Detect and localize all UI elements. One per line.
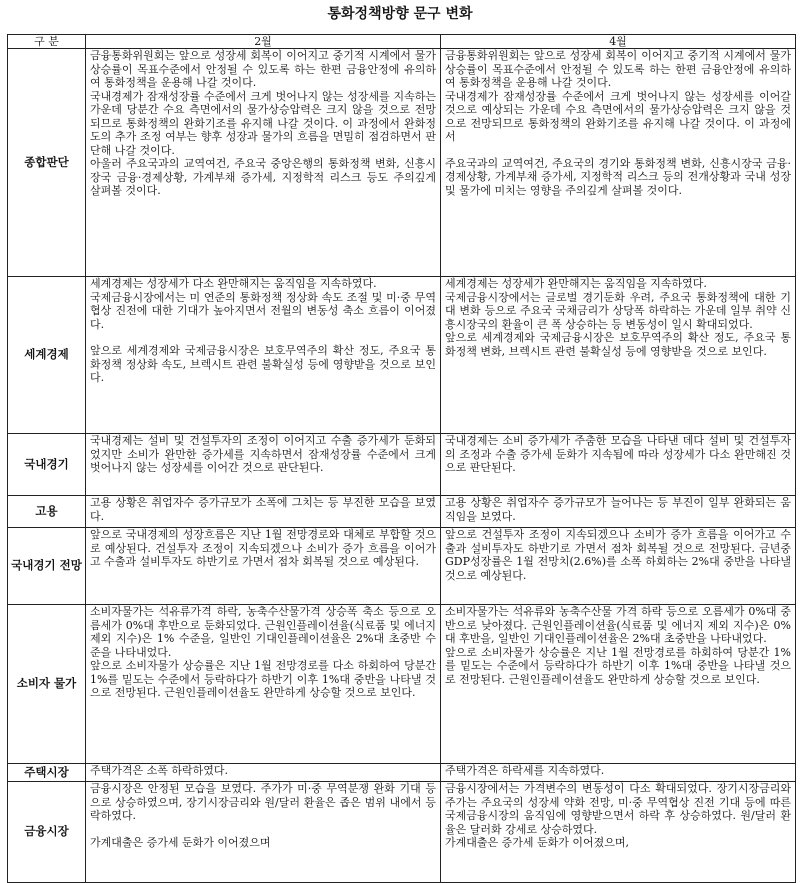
header-category: 구 분 <box>8 35 86 49</box>
row-category: 종합판단 <box>8 49 86 277</box>
row-category: 주택시장 <box>8 764 86 782</box>
cell-april <box>441 782 796 883</box>
paragraph: 앞으로 소비자물가 상승률은 지난 1월 전망경로를 다소 하회하여 당분간 1%를 밑도는 수준에서 등락하다가 하반기 이후 1%대 중반을 나타낼 것으로 전망된다. 근원인플레이션율도 완만하게 상승할 것으로 보인다. <box>90 659 436 699</box>
table-row <box>8 528 796 605</box>
cell-april <box>441 49 796 277</box>
header-april: 4월 <box>441 35 796 49</box>
cell-february <box>86 496 441 528</box>
table-header-row <box>8 35 796 49</box>
comparison-table <box>7 34 796 883</box>
paragraph: 국제금융시장에서는 미 연준의 통화정책 정상화 속도 조절 및 미·중 무역협상 진전에 대한 기대가 높아지면서 전월의 변동성 축소 흐름이 이어졌다. <box>90 290 436 331</box>
cell-february <box>86 528 441 605</box>
paragraph: 주택가격은 소폭 하락하였다. <box>90 764 229 777</box>
paragraph: 아울러 주요국과의 교역여건, 주요국 중앙은행의 통화정책 변화, 신흥시장국 금융·경제상황, 가계부채 증가세, 지정학적 리스크 등도 주의깊게 살펴볼 것이다. <box>90 157 436 197</box>
cell-february <box>86 764 441 782</box>
paragraph: 국내경제가 잠재성장률 수준에서 크게 벗어나지 않는 성장세를 지속하는 가운데 당분간 수요 측면에서의 물가상승압력은 크지 않을 것으로 전망되므로 통화정책의 완화기조를 유지해 나갈 것이다. 이 과정에서 완화정도의 추가 조정 여부는 향후 성장과 물가의 흐름을 면밀히 점검하면서 판단해 나갈 것이다. <box>90 89 436 157</box>
header-february: 2월 <box>86 35 441 49</box>
paragraph: 고용 상황은 취업자수 증가규모가 늘어나는 등 부진이 일부 완화되는 움직임을 보였다. <box>445 496 791 523</box>
paragraph: 소비자물가는 석유류와 농축수산물 가격 하락 등으로 오름세가 0%대 중반으로 낮아졌다. 근원인플레이션율(식료품 및 에너지 제외 지수)은 0%대 후반을, 일반인 기대인플레이션율은 2%대 초중반을 나타내었다. <box>445 605 791 645</box>
cell-april <box>441 496 796 528</box>
paragraph: 세계경제는 성장세가 다소 완만해지는 움직임을 지속하였다. <box>90 277 377 290</box>
row-category: 고용 <box>8 496 86 528</box>
paragraph: 앞으로 세계경제와 국제금융시장은 보호무역주의 확산 정도, 주요국 통화정책 정상화 속도, 브렉시트 관련 불확실성 등에 영향받을 것으로 보인다. <box>90 344 436 384</box>
table-row <box>8 49 796 277</box>
paragraph: 국제금융시장에서는 글로벌 경기둔화 우려, 주요국 통화정책에 대한 기대 변화 등으로 주요국 국채금리가 상당폭 하락하는 가운데 일부 취약 신흥시장국의 환율이 큰 폭 상승하는 등 변동성이 일시 확대되었다. <box>445 290 791 331</box>
row-category: 국내경기 <box>8 434 86 496</box>
paragraph: 가계대출은 증가세 둔화가 이어졌으며 <box>90 835 271 849</box>
paragraph: 국내경제는 소비 증가세가 주춤한 모습을 나타낸 데다 설비 및 건설투자의 조정과 수출 증가세 둔화가 지속됨에 따라 성장세가 다소 완만해진 것으로 판단된다. <box>445 434 791 474</box>
table-row <box>8 782 796 883</box>
paragraph: 국내경제는 설비 및 건설투자의 조정이 이어지고 수출 증가세가 둔화되었지만 소비가 완만한 증가세를 지속하면서 잠재성장률 수준에서 크게 벗어나지 않는 성장세를 이어간 것으로 판단된다. <box>90 434 436 474</box>
row-category: 국내경기 전망 <box>8 528 86 605</box>
cell-april <box>441 605 796 764</box>
cell-february <box>86 782 441 883</box>
row-category: 소비자 물가 <box>8 605 86 764</box>
table-row <box>8 605 796 764</box>
paragraph: 금융통화위원회는 앞으로 성장세 회복이 이어지고 중기적 시계에서 물가상승률이 목표수준에서 안정될 수 있도록 하는 한편 금융안정에 유의하여 통화정책을 운용해 나갈 것이다. <box>445 49 791 89</box>
cell-april <box>441 277 796 434</box>
table-row <box>8 434 796 496</box>
paragraph <box>90 823 436 836</box>
row-category: 세계경제 <box>8 277 86 434</box>
paragraph: 앞으로 국내경제의 성장흐름은 지난 1월 전망경로와 대체로 부합할 것으로 예상된다. 건설투자 조정이 지속되겠으나 소비가 증가 흐름을 이어가고 수출과 설비투자도 하반기로 가면서 점차 회복될 것으로 예상된다. <box>90 528 436 568</box>
table-row <box>8 764 796 782</box>
cell-february <box>86 605 441 764</box>
cell-april <box>441 528 796 605</box>
paragraph: 앞으로 세계경제와 국제금융시장은 보호무역주의 확산 정도, 주요국 통화정책 변화, 브렉시트 관련 불확실성 등에 영향받을 것으로 보인다. <box>445 331 791 358</box>
row-category: 금융시장 <box>8 782 86 883</box>
cell-february <box>86 434 441 496</box>
paragraph <box>90 331 436 344</box>
paragraph <box>445 144 791 157</box>
table-body <box>8 49 796 883</box>
table-row <box>8 496 796 528</box>
paragraph: 앞으로 건설투자 조정이 지속되겠으나 소비가 증가 흐름을 이어가고 수출과 설비투자도 하반기로 가면서 점차 회복될 것으로 전망된다. 금년중 GDP성장률은 1월 전망치(2.6%)를 소폭 하회하는 2%대 중반을 나타낼 것으로 예상된다. <box>445 528 791 582</box>
paragraph: 국내경제가 잠재성장률 수준에서 크게 벗어나지 않는 성장세를 이어갈 것으로 예상되는 가운데 수요 측면에서의 물가상승압력은 크지 않을 것으로 전망되므로 통화정책의 완화기조를 유지해 나갈 것이다. 이 과정에서 <box>445 89 791 143</box>
page-title: 통화정책방향 문구 변화 <box>327 6 473 22</box>
table-row <box>8 277 796 434</box>
cell-february <box>86 49 441 277</box>
cell-april <box>441 764 796 782</box>
cell-february <box>86 277 441 434</box>
paragraph: 금융통화위원회는 앞으로 성장세 회복이 이어지고 중기적 시계에서 물가상승률이 목표수준에서 안정될 수 있도록 하는 한편 금융안정에 유의하여 통화정책을 운용해 나갈 것이다. <box>90 49 436 89</box>
paragraph: 소비자물가는 석유류가격 하락, 농축수산물가격 상승폭 축소 등으로 오름세가 0%대 후반으로 둔화되었다. 근원인플레이션율(식료품 및 에너지 제외 지수)은 1% 수준을, 일반인 기대인플레이션율은 2%대 초중반 수준을 나타내었다. <box>90 605 436 659</box>
paragraph: 세계경제는 성장세가 완만해지는 움직임을 지속하였다. <box>445 277 707 290</box>
paragraph: 가계대출은 증가세 둔화가 이어졌으며, <box>445 836 630 849</box>
paragraph: 고용 상황은 취업자수 증가규모가 소폭에 그치는 등 부진한 모습을 보였다. <box>90 496 436 523</box>
cell-april <box>441 434 796 496</box>
paragraph: 주택가격은 하락세를 지속하였다. <box>445 764 605 777</box>
paragraph: 금융시장은 안정된 모습을 보였다. 주가가 미·중 무역분쟁 완화 기대 등으로 상승하였으며, 장기시장금리와 원/달러 환율은 좁은 범위 내에서 등락하였다. <box>90 782 436 822</box>
paragraph: 앞으로 소비자물가 상승률은 지난 1월 전망경로를 하회하여 당분간 1%를 밑도는 수준에서 등락하다가 하반기 이후 1%대 중반을 나타낼 것으로 전망된다. 근원인플레이션율도 완만하게 상승할 것으로 보인다. <box>445 645 791 686</box>
paragraph: 금융시장에서는 가격변수의 변동성이 다소 확대되었다. 장기시장금리와 주가는 주요국의 성장세 약화 전망, 미·중 무역협상 진전 기대 등에 따른 국제금융시장의 움직임에 영향받으면서 하락 후 상승하였다. 원/달러 환율은 달러화 강세로 상승하였다. <box>445 782 791 836</box>
paragraph: 주요국과의 교역여건, 주요국의 경기와 통화정책 변화, 신흥시장국 금융·경제상황, 가계부채 증가세, 지정학적 리스크 등의 전개상황과 국내 성장 및 물가에 미치는 영향을 주의깊게 살펴볼 것이다. <box>445 156 791 197</box>
